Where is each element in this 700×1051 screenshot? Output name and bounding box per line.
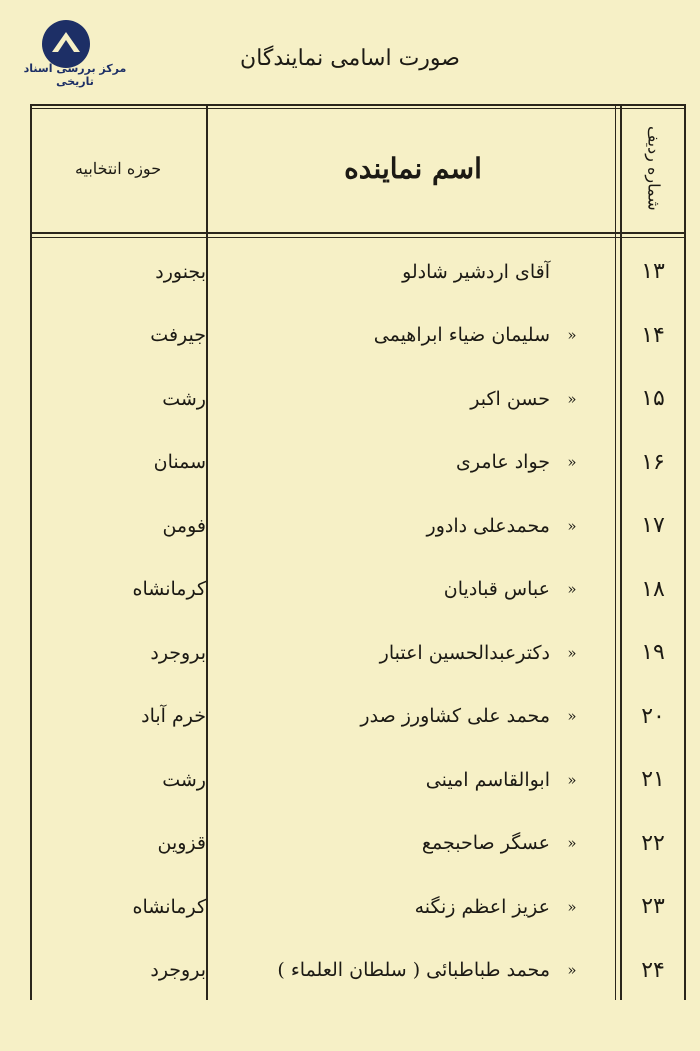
header-district: حوزه انتخابیه [74,158,162,178]
district-text: بروجرد [150,959,206,981]
page-title: صورت اسامی نمایندگان [240,46,460,71]
representative-name [224,558,594,621]
district-text: سمنان [153,451,206,473]
header-row-number: شماره ردیف [644,125,664,211]
electoral-district [30,939,206,1002]
table-row [30,304,686,367]
row-number: ۲۴ [641,957,665,983]
watermark-text: مرکز بررسی اسناد تاریخی [23,62,127,88]
electoral-district [30,621,206,684]
district-text: رشت [162,768,206,791]
name-text: محمد طباطبائی ( سلطان العلماء ) [277,959,550,981]
district-text: کرمانشاه [132,578,206,600]
name-text: جواد عامری [456,451,550,473]
row-number: ۱۸ [641,576,665,602]
ditto-mark: « [567,770,577,789]
district-text: بروجرد [150,641,206,664]
table-row [30,494,686,557]
ditto-mark: « [567,516,577,535]
name-text: عسگر صاحبجمع [421,832,550,854]
table-row [30,685,686,748]
district-text: فومن [162,514,206,537]
electoral-district [30,240,206,303]
representative-name [224,939,594,1002]
name-text: آقای اردشیر شادلو [402,260,550,283]
ditto-mark: « [567,453,577,471]
name-text: ابوالقاسم امینی [425,768,550,791]
name-text: محمدعلی دادور [426,514,550,537]
electoral-district [30,875,206,938]
electoral-district [30,685,206,748]
name-text: عزیز اعظم زنگنه [414,895,550,918]
header-divider [30,232,686,234]
electoral-district [30,367,206,430]
representative-name [224,875,594,938]
district-text: جیرفت [150,324,206,346]
row-number: ۱۶ [641,449,665,475]
ditto-mark: « [567,897,577,916]
electoral-district [30,812,206,875]
table-row [30,367,686,430]
table-row [30,812,686,875]
name-text: سلیمان ضیاء ابراهیمی [373,324,550,346]
name-text: حسن اکبر [470,387,550,410]
row-number: ۱۵ [641,386,665,411]
row-number: ۲۱ [641,767,665,792]
electoral-district [30,748,206,811]
row-number: ۱۹ [641,640,665,665]
district-text: کرمانشاه [132,895,206,918]
ditto-mark: « [567,961,577,979]
district-text: بجنورد [155,260,206,283]
representative-name [224,494,594,557]
ditto-mark: « [567,834,577,852]
district-text: خرم آباد [141,705,206,727]
representative-name [224,621,594,684]
electoral-district [30,431,206,494]
electoral-district [30,494,206,557]
representative-name [224,431,594,494]
table-row [30,748,686,811]
ditto-mark: « [567,580,577,598]
row-number: ۲۳ [641,894,665,919]
row-number: ۲۰ [641,703,665,729]
table-row [30,431,686,494]
representative-name [224,240,594,303]
name-text: عباس قبادیان [443,578,550,600]
electoral-district [30,304,206,367]
name-text: محمد علی کشاورز صدر [360,705,550,727]
table-row [30,240,686,303]
representative-name [224,685,594,748]
electoral-district [30,558,206,621]
district-text: رشت [162,387,206,410]
header-divider-inner [30,237,686,238]
ditto-mark: « [567,643,577,662]
representative-name [224,812,594,875]
table-row [30,875,686,938]
table-row [30,558,686,621]
representative-name [224,748,594,811]
representatives-table [30,104,686,1000]
row-number: ۱۴ [641,322,665,348]
ditto-mark: « [567,389,577,408]
table-row [30,621,686,684]
row-number: ۲۲ [641,830,665,856]
table-row [30,939,686,1002]
header-name: اسم نماینده [344,151,482,185]
row-number: ۱۳ [641,259,665,284]
ditto-mark: « [567,326,577,344]
name-text: دکترعبدالحسین اعتبار [379,641,550,664]
representative-name [224,367,594,430]
row-number: ۱۷ [641,513,665,538]
ditto-mark: « [567,707,577,725]
representative-name [224,304,594,367]
district-text: قزوین [157,832,206,854]
